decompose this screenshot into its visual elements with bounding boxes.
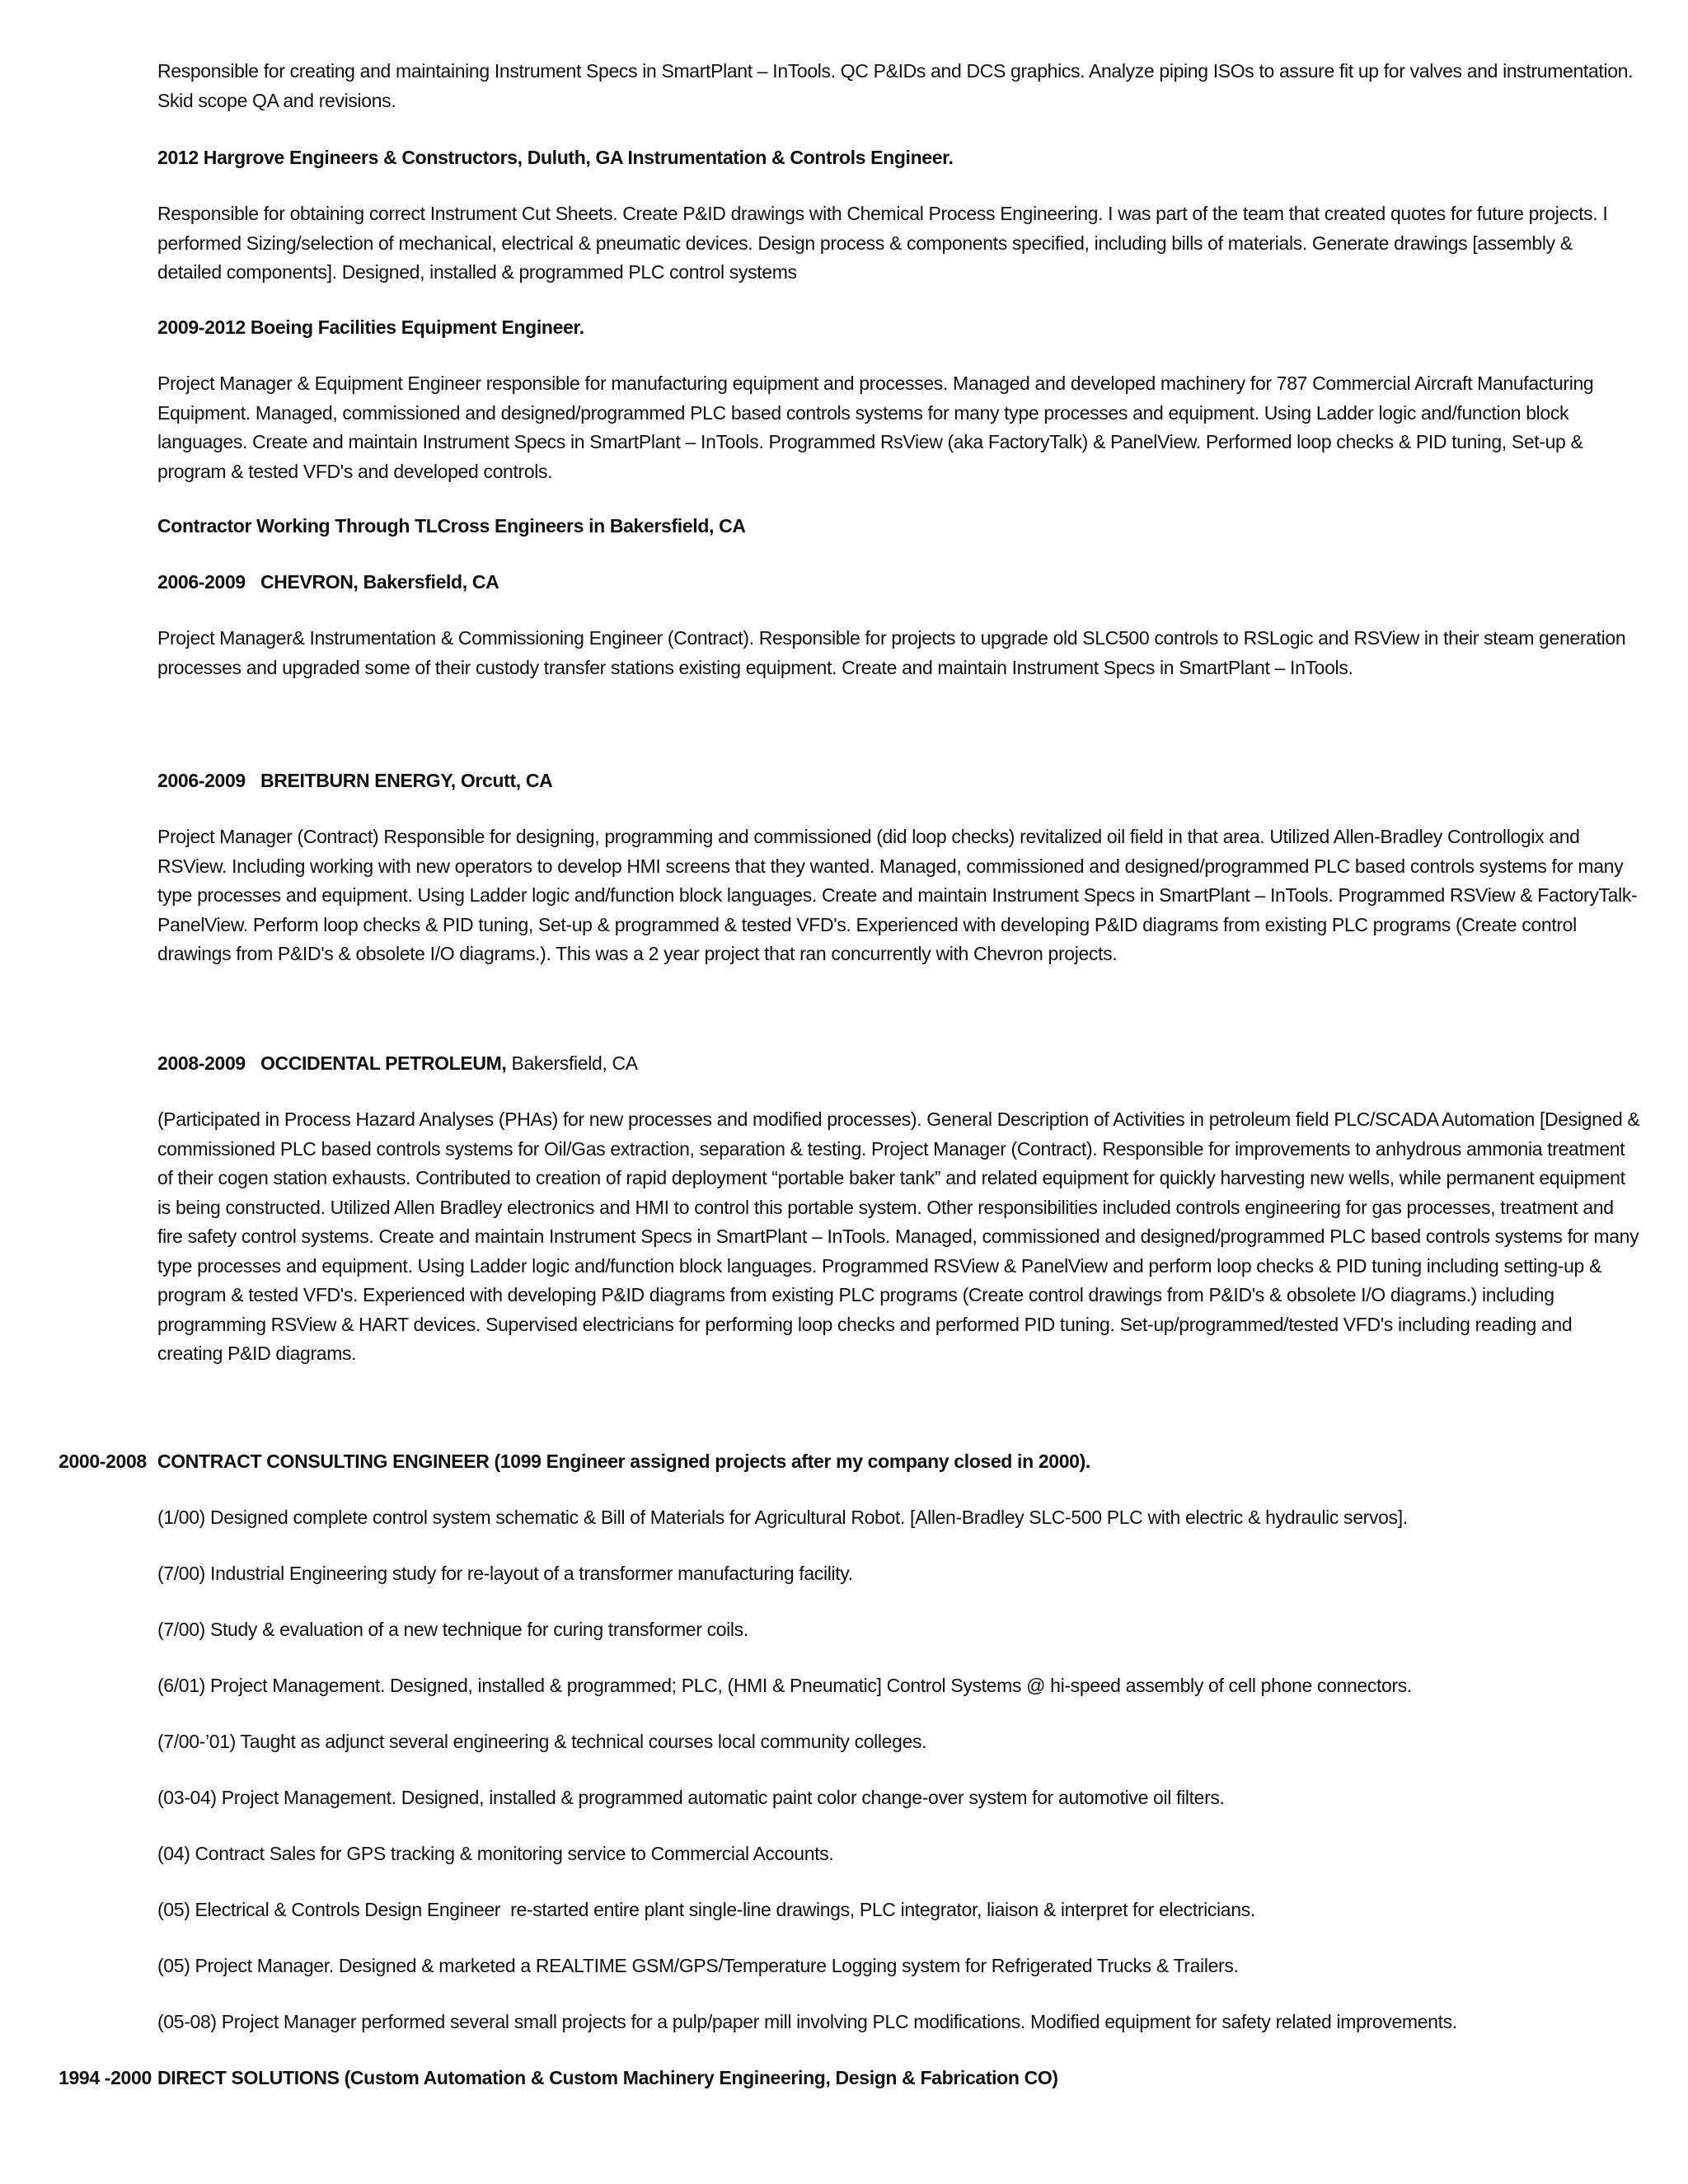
list-item: (03-04) Project Management. Designed, installed & programmed automatic paint color change-over system for automotive oil filters. [157,1787,1225,1808]
chevron-paragraph: Project Manager& Instrumentation & Commissioning Engineer (Contract). Responsible for projects to upgrade old SLC500 controls to RSLogic and RSView in their steam generation processes and upgraded some of their custody transfer stations existing equipment. Create and maintain Instrument Specs in SmartPlant – InTools. [157,627,1626,678]
list-item: (1/00) Designed complete control system schematic & Bill of Materials for Agricultural Robot. [Allen-Bradley SLC-500 PLC with electric & hydraulic servos]. [157,1507,1408,1528]
list-item: (05) Electrical & Controls Design Engineer re-started entire plant single-line drawings, PLC integrator, liaison & interpret for electricians. [157,1899,1255,1920]
consulting-date: 2000-2008 [59,1451,147,1472]
direct-heading: DIRECT SOLUTIONS (Custom Automation & Custom Machinery Engineering, Design & Fabrication CO) [157,2067,1058,2088]
occidental-paragraph: (Participated in Process Hazard Analyses (PHAs) for new processes and modified processes). General Description of Activities in petroleum field PLC/SCADA Automation [Designed & commissioned PLC based controls systems for Oil/Gas extraction, separation & testing. Project Manager (Contract). Responsible for improvements to anhydrous ammonia treatment of their cogen station exhausts. Contributed to creation of rapid deployment “portable baker tank” and related equipment for quickly harvesting new wells, while permanent equipment is being constructed. Utilized Allen Bradley electronics and HMI to control this portable system. Other responsibilities included controls engineering for gas processes, treatment and fire safety control systems. Create and maintain Instrument Specs in SmartPlant – InTools. Managed, commissioned and designed/programmed PLC based controls systems for many type processes and equipment. Using Ladder logic and/function block languages. Programmed RSView & PanelView and perform loop checks & PID tuning including setting-up & program & tested VFD's. Experienced with developing P&ID diagrams from existing PLC programs (Create control drawings from P&ID's & obsolete I/O diagrams.) including programming RSView & HART devices. Supervised electricians for performing loop checks and performed PID tuning. Set-up/programmed/tested VFD's including reading and creating P&ID diagrams. [157,1108,1640,1364]
list-item: (7/00) Study & evaluation of a new technique for curing transformer coils. [157,1619,748,1640]
intro-paragraph: Responsible for creating and maintaining Instrument Specs in SmartPlant – InTools. QC P&IDs and DCS graphics. Analyze piping ISOs to assure fit up for valves and instrumentation. Skid scope QA and revisions. [157,60,1634,111]
breitburn-heading: 2006-2009 BREITBURN ENERGY, Orcutt, CA [157,770,553,791]
occidental-heading [157,1049,1641,1079]
list-item: (7/00) Industrial Engineering study for re-layout of a transformer manufacturing facility. [157,1563,853,1584]
list-item: (6/01) Project Management. Designed, installed & programmed; PLC, (HMI & Pneumatic] Control Systems @ hi-speed assembly of cell phone connectors. [157,1675,1412,1696]
direct-date: 1994 -2000 [59,2067,152,2088]
hargrove-paragraph: Responsible for obtaining correct Instrument Cut Sheets. Create P&ID drawings with Chemical Process Engineering. I was part of the team that created quotes for future projects. I performed Sizing/selection of mechanical, electrical & pneumatic devices. Design process & components specified, including bills of materials. Generate drawings [assembly & detailed components]. Designed, installed & programmed PLC control systems [157,203,1608,283]
list-item: (04) Contract Sales for GPS tracking & monitoring service to Commercial Accounts. [157,1843,834,1864]
chevron-heading: 2006-2009 CHEVRON, Bakersfield, CA [157,571,499,593]
hargrove-heading: 2012 Hargrove Engineers & Constructors, Duluth, GA Instrumentation & Controls Engineer. [157,147,954,168]
list-item: (05) Project Manager. Designed & marketed a REALTIME GSM/GPS/Temperature Logging system for Refrigerated Trucks & Trailers. [157,1955,1239,1976]
list-item: (05-08) Project Manager performed several small projects for a pulp/paper mill involving PLC modifications. Modified equipment for safety related improvements. [157,2011,1457,2032]
occidental-heading-company: 2008-2009 OCCIDENTAL PETROLEUM, [157,1052,507,1074]
occidental-heading-location: Bakersfield, CA [506,1052,638,1074]
consulting-heading: CONTRACT CONSULTING ENGINEER (1099 Engineer assigned projects after my company closed in 2000). [157,1451,1090,1472]
breitburn-paragraph: Project Manager (Contract) Responsible for designing, programming and commissioned (did loop checks) revitalized oil field in that area. Utilized Allen-Bradley Controllogix and RSView. Including working with new operators to develop HMI screens that they wanted. Managed, commissioned and designed/programmed PLC based controls systems for many type processes and equipment. Using Ladder logic and/function block languages. Create and maintain Instrument Specs in SmartPlant – InTools. Programmed RSView & FactoryTalk-PanelView. Perform loop checks & PID tuning, Set-up & programmed & tested VFD's. Experienced with developing P&ID diagrams from existing PLC programs (Create control drawings from P&ID's & obsolete I/O diagrams.). This was a 2 year project that ran concurrently with Chevron projects. [157,826,1638,964]
list-item: (7/00-’01) Taught as adjunct several engineering & technical courses local community colleges. [157,1731,927,1752]
boeing-paragraph: Project Manager & Equipment Engineer responsible for manufacturing equipment and processes. Managed and developed machinery for 787 Commercial Aircraft Manufacturing Equipment. Managed, commissioned and designed/programmed PLC based controls systems for many type processes and equipment. Using Ladder logic and/function block languages. Create and maintain Instrument Specs in SmartPlant – InTools. Programmed RsView (aka FactoryTalk) & PanelView. Performed loop checks & PID tuning, Set-up & program & tested VFD's and developed controls. [157,373,1594,482]
boeing-heading: 2009-2012 Boeing Facilities Equipment Engineer. [157,316,584,338]
contractor-heading: Contractor Working Through TLCross Engineers in Bakersfield, CA [157,515,746,537]
